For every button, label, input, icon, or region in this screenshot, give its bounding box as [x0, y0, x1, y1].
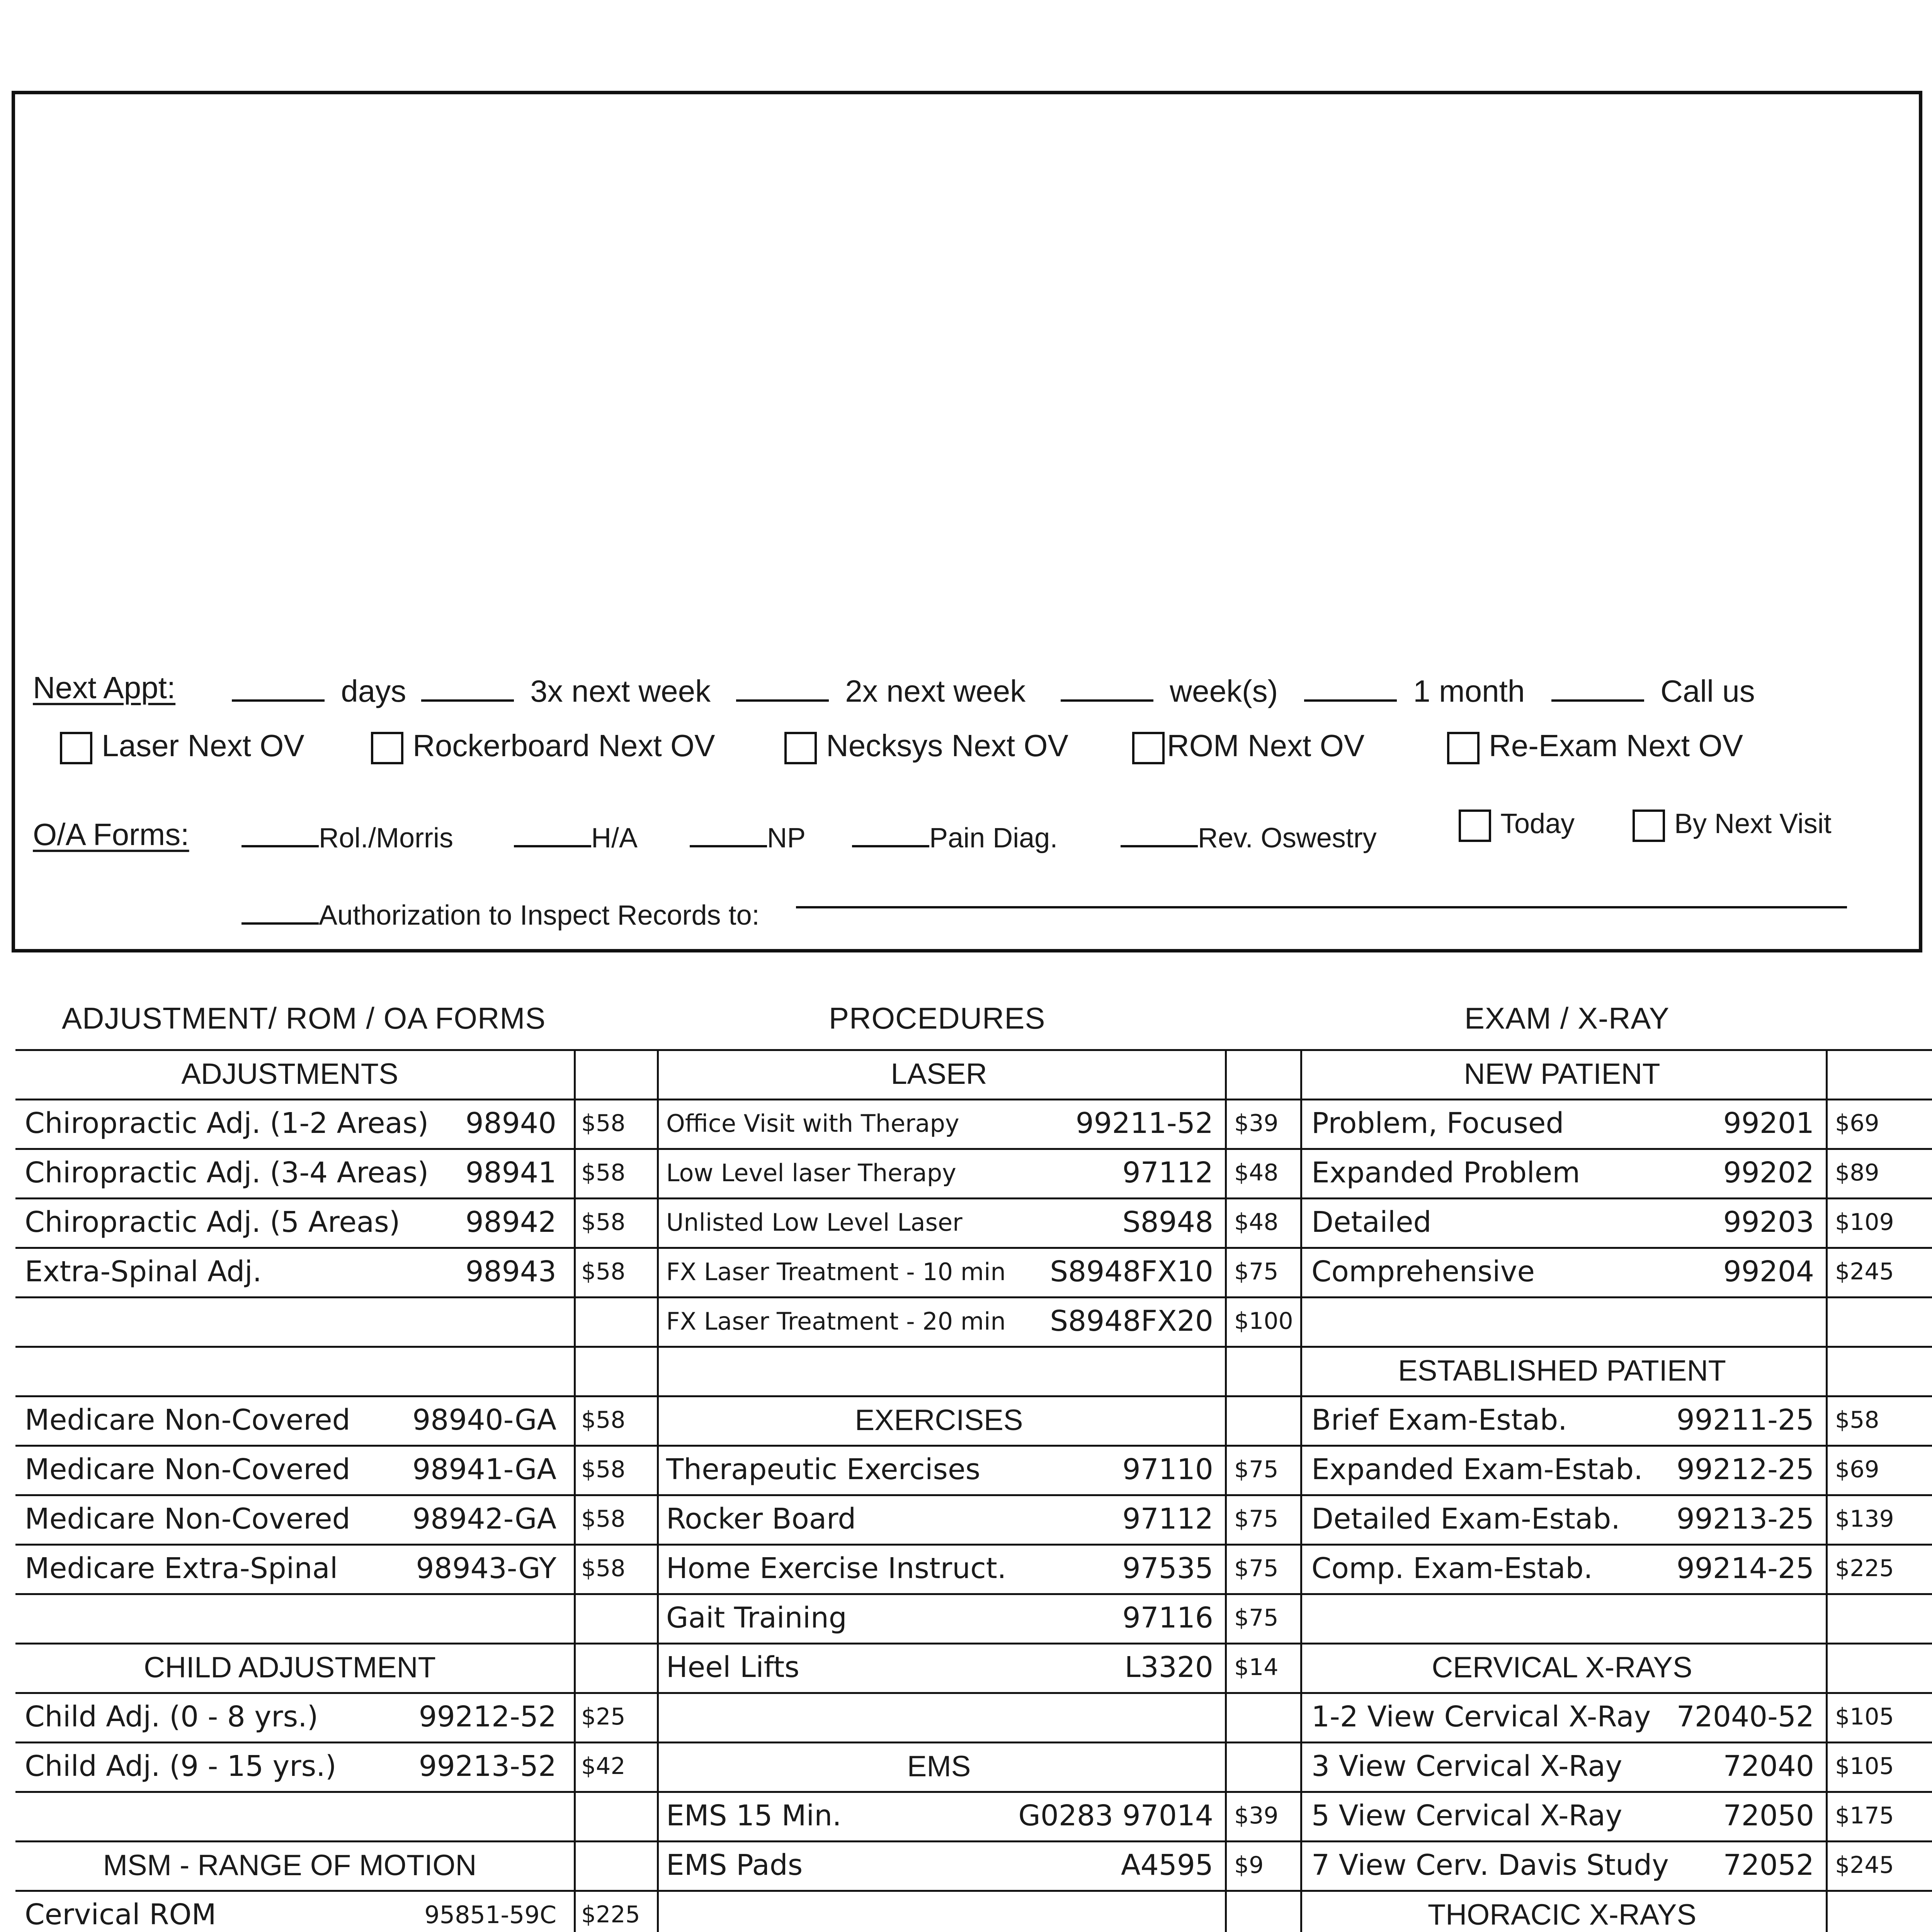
service-fee: $39: [1234, 1802, 1279, 1829]
three-x-label: 3x next week: [530, 674, 711, 708]
two-x-field[interactable]: [736, 672, 1026, 707]
billing-code: 97535: [1122, 1552, 1213, 1585]
pain-diag-blank[interactable]: [852, 821, 929, 847]
table-rule: [15, 1296, 1932, 1298]
service-description: 7 View Cerv. Davis Study: [1311, 1849, 1669, 1882]
np-blank[interactable]: [690, 821, 767, 847]
billing-code: 99211-52: [1075, 1107, 1213, 1140]
next-appt-label: Next Appt:: [33, 670, 176, 705]
billing-code: S8948FX10: [1050, 1255, 1213, 1288]
table-rule: [15, 1643, 1932, 1645]
group-header: THORACIC X-RAYS: [1427, 1898, 1697, 1931]
table-rule: [15, 1346, 1932, 1348]
service-fee: $48: [1234, 1209, 1279, 1236]
checkbox-necksys-next-ov[interactable]: [784, 730, 1068, 764]
billing-code: 72052: [1723, 1849, 1814, 1882]
service-description: Chiropractic Adj. (1-2 Areas): [25, 1107, 429, 1140]
billing-code: 99202: [1723, 1156, 1814, 1189]
service-description: Chiropractic Adj. (5 Areas): [25, 1206, 400, 1239]
authorization-blank[interactable]: [242, 898, 319, 925]
service-fee: $58: [581, 1159, 626, 1186]
service-description: Cervical ROM: [25, 1898, 216, 1931]
three-x-blank[interactable]: [421, 672, 514, 702]
service-description: Chiropractic Adj. (3-4 Areas): [25, 1156, 429, 1189]
service-description: Comp. Exam-Estab.: [1311, 1552, 1593, 1585]
checkbox-today[interactable]: [1459, 810, 1575, 842]
billing-code: 97116: [1122, 1601, 1213, 1634]
group-header: ESTABLISHED PATIENT: [1398, 1354, 1726, 1387]
service-description: 5 View Cervical X-Ray: [1311, 1799, 1622, 1832]
billing-code: 98942-GA: [412, 1502, 556, 1536]
service-fee: $58: [581, 1505, 626, 1532]
table-rule: [15, 1890, 1932, 1892]
service-fee: $75: [1234, 1505, 1279, 1532]
table-rule: [15, 1197, 1932, 1199]
billing-code: 98940: [465, 1107, 556, 1140]
billing-code: S8948: [1122, 1206, 1213, 1239]
service-description: Comprehensive: [1311, 1255, 1535, 1288]
billing-code: 98942: [465, 1206, 556, 1239]
billing-code: 72040-52: [1676, 1700, 1814, 1733]
days-field[interactable]: [232, 672, 406, 707]
service-fee: $175: [1835, 1802, 1894, 1829]
today-checkbox[interactable]: [1459, 810, 1491, 842]
by-next-visit-label: By Next Visit: [1674, 808, 1832, 840]
service-description: Home Exercise Instruct.: [666, 1552, 1007, 1585]
days-label: days: [341, 674, 406, 708]
next-appt-row: [33, 672, 175, 703]
service-description: Heel Lifts: [666, 1651, 799, 1684]
service-description: Medicare Extra-Spinal: [25, 1552, 338, 1585]
service-description: EMS Pads: [666, 1849, 803, 1882]
call-label: Call us: [1660, 674, 1755, 708]
laser-label: Laser Next OV: [102, 728, 304, 763]
billing-code: 99212-25: [1676, 1453, 1814, 1486]
service-fee: $89: [1835, 1159, 1879, 1186]
table-rule: [15, 1742, 1932, 1743]
rol-morris-label: Rol./Morris: [319, 823, 454, 854]
service-fee: $105: [1835, 1753, 1894, 1780]
service-description: Medicare Non-Covered: [25, 1453, 350, 1486]
service-fee: $14: [1234, 1654, 1279, 1681]
service-fee: $39: [1234, 1110, 1279, 1137]
billing-code: 99213-25: [1676, 1502, 1814, 1536]
table-rule: [15, 1148, 1932, 1150]
table-divider: [574, 1049, 576, 1932]
table-rule: [15, 1395, 1932, 1397]
checkbox-re-exam-next-ov[interactable]: [1447, 730, 1743, 764]
month-label: 1 month: [1413, 674, 1525, 708]
service-description: Medicare Non-Covered: [25, 1502, 350, 1536]
billing-code: 99203: [1723, 1206, 1814, 1239]
rom-checkbox[interactable]: [1132, 732, 1165, 764]
billing-code: 97112: [1122, 1156, 1213, 1189]
service-fee: $245: [1835, 1258, 1894, 1285]
np-label: NP: [767, 823, 806, 854]
ha-label: H/A: [591, 823, 638, 854]
service-fee: $245: [1835, 1852, 1894, 1879]
billing-code: 97110: [1122, 1453, 1213, 1486]
two-x-label: 2x next week: [845, 674, 1026, 708]
billing-code: 98943-GY: [416, 1552, 556, 1585]
service-description: FX Laser Treatment - 20 min: [666, 1307, 1006, 1335]
group-header: CERVICAL X-RAYS: [1432, 1651, 1692, 1684]
table-divider: [1225, 1049, 1227, 1932]
service-fee: $42: [581, 1753, 626, 1780]
service-description: Rocker Board: [666, 1502, 856, 1536]
service-fee: $109: [1835, 1209, 1894, 1236]
billing-code: S8948FX20: [1050, 1304, 1213, 1338]
checkbox-rom-next-ov[interactable]: [1132, 730, 1364, 764]
oa-forms-label: O/A Forms:: [33, 817, 189, 852]
service-fee: $75: [1234, 1258, 1279, 1285]
service-fee: $75: [1234, 1456, 1279, 1483]
service-fee: $9: [1234, 1852, 1264, 1879]
billing-code: A4595: [1121, 1849, 1213, 1882]
oa-item-ha[interactable]: [514, 821, 638, 852]
service-description: Therapeutic Exercises: [666, 1453, 981, 1486]
group-header: LASER: [891, 1057, 987, 1090]
rockerboard-checkbox[interactable]: [371, 732, 403, 764]
billing-code: 99204: [1723, 1255, 1814, 1288]
group-header: ADJUSTMENTS: [181, 1057, 398, 1090]
rol-morris-blank[interactable]: [242, 821, 319, 847]
table-rule: [15, 1494, 1932, 1496]
group-header: EMS: [907, 1750, 971, 1783]
table-rule: [15, 1099, 1932, 1100]
billing-code: 98941-GA: [412, 1453, 556, 1486]
service-fee: $25: [581, 1703, 626, 1730]
necksys-checkbox[interactable]: [784, 732, 817, 764]
section-header-procedures: PROCEDURES: [829, 1001, 1046, 1035]
service-fee: $58: [581, 1456, 626, 1483]
oa-item-pain-diag[interactable]: [852, 821, 1058, 852]
table-rule: [15, 1692, 1932, 1694]
service-fee: $58: [581, 1555, 626, 1582]
ha-blank[interactable]: [514, 821, 591, 847]
service-description: Unlisted Low Level Laser: [666, 1208, 963, 1236]
service-fee: $100: [1234, 1308, 1293, 1335]
table-rule: [15, 1247, 1932, 1249]
rev-oswestry-blank[interactable]: [1121, 821, 1198, 847]
month-blank[interactable]: [1304, 672, 1397, 702]
oa-item-rev-oswestry[interactable]: [1121, 821, 1377, 852]
service-description: 1-2 View Cervical X-Ray: [1311, 1700, 1651, 1733]
checkbox-by-next-visit[interactable]: [1633, 810, 1832, 842]
authorization-field[interactable]: [242, 898, 760, 929]
billing-code: 99214-25: [1676, 1552, 1814, 1585]
days-blank[interactable]: [232, 672, 325, 702]
table-rule: [15, 1445, 1932, 1447]
billing-code: 99201: [1723, 1107, 1814, 1140]
checkbox-rockerboard-next-ov[interactable]: [371, 730, 715, 764]
service-description: EMS 15 Min.: [666, 1799, 842, 1832]
service-description: Extra-Spinal Adj.: [25, 1255, 262, 1288]
service-fee: $48: [1234, 1159, 1279, 1186]
two-x-blank[interactable]: [736, 672, 829, 702]
call-field[interactable]: [1551, 672, 1755, 707]
re-exam-checkbox[interactable]: [1447, 732, 1480, 764]
service-fee: $75: [1234, 1555, 1279, 1582]
section-header-adjustment: ADJUSTMENT/ ROM / OA FORMS: [62, 1001, 546, 1035]
call-blank[interactable]: [1551, 672, 1644, 702]
by-next-visit-checkbox[interactable]: [1633, 810, 1665, 842]
billing-code: 95851-59C: [424, 1900, 556, 1929]
billing-code: G0283 97014: [1018, 1799, 1213, 1832]
laser-checkbox[interactable]: [60, 732, 92, 764]
service-fee: $58: [581, 1406, 626, 1434]
checkbox-laser-next-ov[interactable]: [60, 730, 304, 764]
service-fee: $225: [581, 1901, 640, 1928]
service-fee: $105: [1835, 1703, 1894, 1730]
group-header: NEW PATIENT: [1464, 1057, 1660, 1090]
service-description: FX Laser Treatment - 10 min: [666, 1257, 1006, 1286]
table-divider: [1826, 1049, 1828, 1932]
rockerboard-label: Rockerboard Next OV: [413, 728, 715, 763]
re-exam-label: Re-Exam Next OV: [1489, 728, 1743, 763]
service-fee: $69: [1835, 1110, 1879, 1137]
service-fee: $69: [1835, 1456, 1879, 1483]
service-description: Expanded Exam-Estab.: [1311, 1453, 1643, 1486]
authorization-line[interactable]: [796, 906, 1847, 908]
oa-item-np[interactable]: [690, 821, 806, 852]
rom-label: ROM Next OV: [1167, 728, 1365, 763]
billing-code: 99211-25: [1676, 1403, 1814, 1437]
service-description: 3 View Cervical X-Ray: [1311, 1750, 1622, 1783]
service-description: Gait Training: [666, 1601, 847, 1634]
service-fee: $58: [581, 1110, 626, 1137]
weeks-field[interactable]: [1061, 672, 1278, 707]
billing-code: 98941: [465, 1156, 556, 1189]
service-description: Detailed: [1311, 1206, 1432, 1239]
three-x-field[interactable]: [421, 672, 711, 707]
weeks-blank[interactable]: [1061, 672, 1153, 702]
service-fee: $225: [1835, 1555, 1894, 1582]
group-header: EXERCISES: [855, 1403, 1023, 1437]
service-description: Problem, Focused: [1311, 1107, 1564, 1140]
group-header: MSM - RANGE OF MOTION: [103, 1849, 477, 1882]
table-rule: [15, 1840, 1932, 1842]
service-description: Office Visit with Therapy: [666, 1109, 959, 1138]
service-fee: $139: [1835, 1505, 1894, 1532]
service-description: Detailed Exam-Estab.: [1311, 1502, 1620, 1536]
billing-code: 97112: [1122, 1502, 1213, 1536]
billing-code: 72040: [1723, 1750, 1814, 1783]
billing-code: 98940-GA: [412, 1403, 556, 1437]
table-rule: [15, 1593, 1932, 1595]
billing-code: L3320: [1124, 1651, 1213, 1684]
section-header-exam-xray: EXAM / X-RAY: [1464, 1001, 1670, 1035]
service-description: Expanded Problem: [1311, 1156, 1580, 1189]
billing-code: 98943: [465, 1255, 556, 1288]
service-description: Medicare Non-Covered: [25, 1403, 350, 1437]
today-label: Today: [1500, 808, 1575, 840]
service-description: Child Adj. (9 - 15 yrs.): [25, 1750, 337, 1783]
billing-code: 99212-52: [418, 1700, 556, 1733]
billing-code: 72050: [1723, 1799, 1814, 1832]
group-header: CHILD ADJUSTMENT: [144, 1651, 436, 1684]
authorization-label: Authorization to Inspect Records to:: [319, 900, 760, 931]
table-rule: [15, 1544, 1932, 1546]
oa-item-rol-morris[interactable]: [242, 821, 453, 852]
service-fee: $58: [581, 1209, 626, 1236]
month-field[interactable]: [1304, 672, 1525, 707]
weeks-label: week(s): [1170, 674, 1278, 708]
service-description: Low Level laser Therapy: [666, 1158, 956, 1187]
billing-code: 99213-52: [418, 1750, 556, 1783]
table-rule: [15, 1049, 1932, 1051]
table-divider: [1300, 1049, 1302, 1932]
necksys-label: Necksys Next OV: [826, 728, 1068, 763]
service-description: Brief Exam-Estab.: [1311, 1403, 1567, 1437]
service-fee: $58: [581, 1258, 626, 1285]
oa-forms-label-wrap: [33, 819, 189, 850]
service-fee: $58: [1835, 1406, 1879, 1434]
service-description: Child Adj. (0 - 8 yrs.): [25, 1700, 318, 1733]
service-fee: $75: [1234, 1604, 1279, 1631]
table-rule: [15, 1791, 1932, 1793]
rev-oswestry-label: Rev. Oswestry: [1198, 823, 1377, 854]
pain-diag-label: Pain Diag.: [929, 823, 1058, 854]
table-divider: [657, 1049, 659, 1932]
